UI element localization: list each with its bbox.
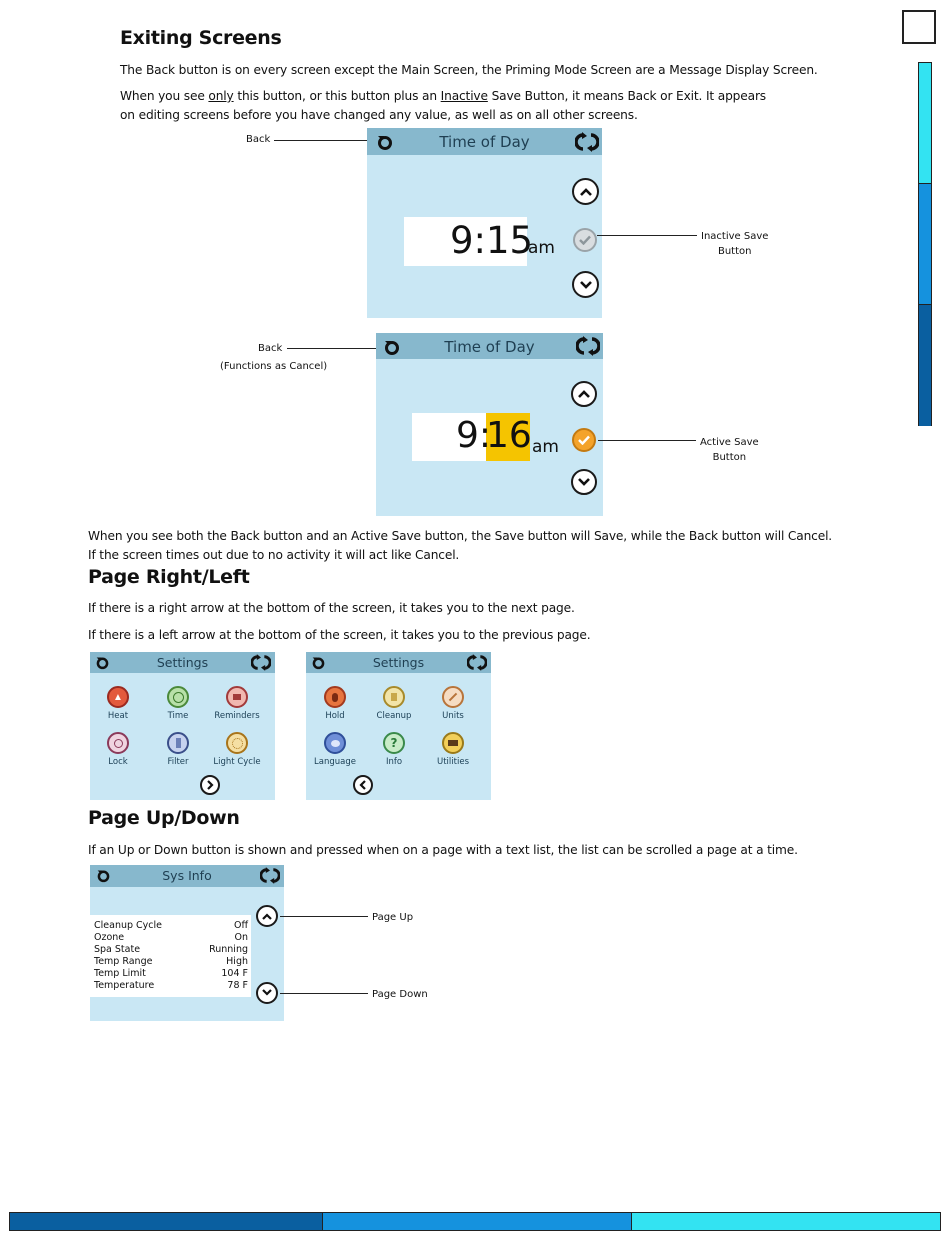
row-value: Running: [209, 944, 248, 955]
callout-active-save-l1: Active Save: [700, 437, 759, 448]
sys-info-screen: [90, 865, 284, 1021]
leader-active-save: [598, 440, 696, 441]
toolbox-icon: [442, 732, 464, 754]
callout-inactive-save-l2: Button: [717, 246, 752, 257]
time-ampm: am: [532, 437, 559, 457]
row-label: Temp Range: [94, 956, 153, 967]
units-icon: [442, 686, 464, 708]
time-minutes: 16: [486, 415, 532, 456]
leader-page-up: [280, 916, 368, 917]
swap-icon[interactable]: [575, 132, 599, 157]
screen-title: Settings: [156, 655, 209, 670]
screen-title: Time of Day: [439, 133, 530, 151]
time-ampm: am: [528, 238, 555, 258]
tile-label: Reminders: [214, 711, 260, 721]
callout-active-save-l2: Button: [712, 452, 747, 463]
callout-page-down: Page Down: [372, 989, 428, 1000]
table-row: [94, 980, 248, 992]
tile-label: Lock: [108, 757, 128, 767]
p2-text-a: When you see: [120, 89, 209, 103]
question-icon: ?: [383, 732, 405, 754]
callout-inactive-save: [701, 230, 768, 258]
callout-page-up: Page Up: [372, 912, 414, 923]
light-cycle-icon: [226, 732, 248, 754]
p2-only: only: [208, 89, 234, 103]
side-color-bar: [918, 62, 932, 426]
row-value: Off: [233, 920, 248, 931]
tile-language[interactable]: [306, 732, 365, 767]
tile-label: Heat: [107, 711, 129, 721]
table-row: [94, 968, 248, 980]
callout-back-2: Back: [258, 343, 283, 354]
page-rl-para-1: If there is a right arrow at the bottom of the screen, it takes you to the next page.: [88, 601, 575, 615]
callout-active-save: [700, 436, 759, 464]
clock-icon: [167, 686, 189, 708]
screen-title: Sys Info: [162, 868, 212, 883]
speech-bubble-icon: [324, 732, 346, 754]
tile-label: Cleanup: [376, 711, 412, 721]
screen-title: Time of Day: [444, 338, 535, 356]
reminders-icon: [226, 686, 248, 708]
row-value: High: [226, 956, 248, 967]
page-up-button[interactable]: [256, 905, 278, 927]
row-label: Temp Limit: [94, 968, 146, 979]
tile-label: Filter: [167, 757, 189, 767]
row-value: 78 F: [227, 980, 248, 991]
swap-icon[interactable]: [467, 654, 487, 676]
exiting-paragraph-2-line2: on editing screens before you have changed any value, as well as on all other screens.: [120, 108, 638, 122]
exiting-after-2: If the screen times out due to no activity it will act like Cancel.: [88, 548, 460, 562]
table-row: [94, 956, 248, 968]
page-ud-para-1: If an Up or Down button is shown and pressed when on a page with a text list, the list can be scrolled a page at a time.: [88, 843, 798, 857]
heading-page-up-down: Page Up/Down: [88, 807, 240, 829]
tile-time[interactable]: [148, 686, 208, 721]
tile-info[interactable]: [364, 732, 424, 767]
table-row: [94, 932, 248, 944]
exiting-paragraph-1: The Back button is on every screen except the Main Screen, the Priming Mode Screen are a Message Display Screen.: [120, 63, 818, 77]
tile-label: Hold: [325, 711, 345, 721]
corner-box: [902, 10, 936, 44]
row-label: Temperature: [94, 980, 155, 991]
table-row: [94, 920, 248, 932]
page-down-button[interactable]: [256, 982, 278, 1004]
down-button[interactable]: [571, 469, 597, 495]
time-value: 9:15: [450, 219, 534, 262]
cleanup-icon: [383, 686, 405, 708]
swap-icon[interactable]: [576, 336, 600, 361]
heat-icon: ▲: [107, 686, 129, 708]
footer-color-bar: [9, 1212, 941, 1231]
p2-inactive: Inactive: [440, 89, 488, 103]
hold-icon: [324, 686, 346, 708]
filter-icon: [167, 732, 189, 754]
time-of-day-screen-inactive: [367, 128, 602, 318]
settings-screen-page-2: [306, 652, 491, 800]
page-left-button[interactable]: [353, 775, 373, 795]
tile-label: Language: [314, 757, 356, 767]
callout-back-1: Back: [246, 134, 271, 145]
up-button[interactable]: [572, 178, 599, 205]
heading-page-right-left: Page Right/Left: [88, 566, 250, 588]
info-list: [90, 915, 251, 997]
leader-inactive-save: [597, 235, 697, 236]
tile-heat[interactable]: [90, 686, 148, 721]
row-value: On: [234, 932, 248, 943]
page-right-button[interactable]: [200, 775, 220, 795]
tile-label: Info: [385, 757, 403, 767]
table-row: [94, 944, 248, 956]
tile-cleanup[interactable]: [364, 686, 424, 721]
inactive-save-button[interactable]: [573, 228, 597, 252]
tile-label: Units: [442, 711, 464, 721]
down-button[interactable]: [572, 271, 599, 298]
tile-label: Light Cycle: [213, 757, 261, 767]
up-button[interactable]: [571, 381, 597, 407]
screen-title: Settings: [372, 655, 425, 670]
swap-icon[interactable]: [251, 654, 271, 676]
tile-filter[interactable]: [148, 732, 208, 767]
tile-utilities[interactable]: [423, 732, 483, 767]
row-label: Cleanup Cycle: [94, 920, 162, 931]
settings-screen-page-1: [90, 652, 275, 800]
time-of-day-screen-active: [376, 333, 603, 516]
leader-back-2: [287, 348, 382, 349]
tile-label: Utilities: [437, 757, 469, 767]
heading-exiting-screens: Exiting Screens: [120, 27, 282, 49]
tile-reminders[interactable]: [207, 686, 267, 721]
exiting-paragraph-2: [120, 89, 766, 104]
page-rl-para-2: If there is a left arrow at the bottom of the screen, it takes you to the previous page.: [88, 628, 591, 642]
tile-light-cycle[interactable]: [207, 732, 267, 767]
callout-inactive-save-l1: Inactive Save: [701, 231, 769, 242]
leader-page-down: [280, 993, 368, 994]
exiting-after-1: When you see both the Back button and an Active Save button, the Save button will Save, while the Back button will Cancel.: [88, 529, 833, 543]
row-label: Ozone: [94, 932, 125, 943]
callout-back-2-sub: (Functions as Cancel): [220, 361, 328, 372]
active-save-button[interactable]: [572, 428, 596, 452]
row-value: 104 F: [221, 968, 248, 979]
tile-hold[interactable]: [306, 686, 365, 721]
leader-back-1: [274, 140, 374, 141]
tile-units[interactable]: [423, 686, 483, 721]
key-icon: [107, 732, 129, 754]
time-hours: 9:: [456, 415, 492, 456]
tile-lock[interactable]: [90, 732, 148, 767]
swap-icon[interactable]: [260, 867, 280, 889]
row-label: Spa State: [94, 944, 141, 955]
p2-text-b: this button, or this button plus an: [233, 89, 441, 103]
p2-text-c: Save Button, it means Back or Exit. It appears: [487, 89, 766, 103]
tile-label: Time: [167, 711, 189, 721]
